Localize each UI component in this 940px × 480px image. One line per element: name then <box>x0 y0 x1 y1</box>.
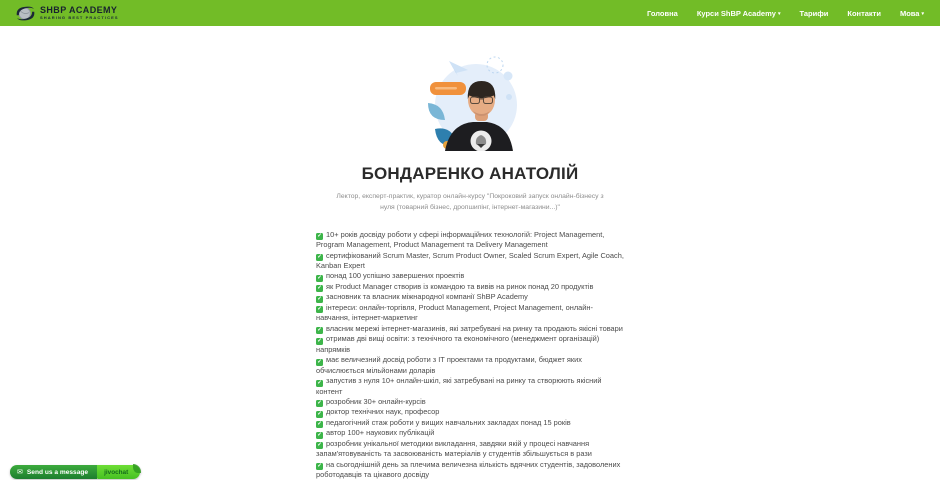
list-item <box>316 292 624 303</box>
chevron-down-icon: ▾ <box>921 10 924 17</box>
logo-text <box>40 6 119 21</box>
header <box>0 0 940 26</box>
list-item <box>316 439 624 460</box>
list-item-text: доктор технічних наук, професор <box>326 407 440 417</box>
checkmark-icon: ✓ <box>317 254 322 261</box>
list-item <box>316 334 624 355</box>
list-item <box>316 271 624 282</box>
checkmark-icon: ✓ <box>317 306 322 313</box>
nav-item-label: Головна <box>646 8 678 18</box>
chevron-down-icon: ▾ <box>777 10 781 17</box>
list-item-text: педагогічний стаж роботи у вищих навчальних закладах понад 15 років <box>326 417 571 427</box>
nav-item-label: Курси ShBP Academy <box>696 8 776 18</box>
checkmark-icon: ✓ <box>317 379 322 386</box>
chat-widget[interactable] <box>10 465 140 479</box>
chat-message-button[interactable] <box>10 465 97 479</box>
profile-photo <box>423 45 518 151</box>
logo-title: SHBP ACADEMY <box>40 4 118 15</box>
profile-section <box>316 45 624 480</box>
list-item <box>316 324 624 335</box>
checkmark-icon: ✓ <box>317 358 322 365</box>
checkmark-icon: ✓ <box>317 442 322 449</box>
page-title: БОНДАРЕНКО АНАТОЛІЙ <box>361 164 579 183</box>
chat-brand-tab[interactable] <box>97 465 140 479</box>
list-item <box>316 460 624 480</box>
list-item <box>316 251 624 272</box>
checkmark-icon: ✓ <box>317 233 322 240</box>
checkmark-icon: ✓ <box>317 463 322 470</box>
chat-message-label: Send us a message <box>26 468 89 476</box>
checkmark-icon: ✓ <box>317 327 322 334</box>
list-item <box>316 407 624 418</box>
list-item <box>316 376 624 397</box>
list-item-text: як Product Manager створив із командою та вивів на ринок понад 20 продуктів <box>326 281 594 291</box>
logo[interactable] <box>15 3 119 24</box>
list-item-text: власник мережі інтернет-магазинів, які затребувані на ринку та продають якісні товари <box>326 323 623 333</box>
profile-highlights-list <box>316 230 624 480</box>
list-item <box>316 428 624 439</box>
list-item-text: на сьогоднішній день за плечима величезна кількість вдячних студентів, задоволених роботодавців та цікавого досвіду <box>316 459 621 480</box>
logo-globe-icon <box>15 3 36 24</box>
list-item-text: автор 100+ наукових публікацій <box>326 428 435 438</box>
list-item-text: засновник та власник міжнародної компанії ShBP Academy <box>326 292 528 302</box>
envelope-icon: ✉ <box>17 468 23 476</box>
list-item-text: понад 100 успішно завершених проектів <box>326 271 465 281</box>
nav-item[interactable] <box>799 9 828 18</box>
list-item-text: має величезний досвід роботи з ІТ проектами та продуктами, бюджет яких обчислюється мільйонами доларів <box>316 355 582 375</box>
list-item-text: інтереси: онлайн-торгівля, Product Management, Project Management, онлайн-навчання, інтернет-маркетинг <box>316 302 593 323</box>
checkmark-icon: ✓ <box>317 410 322 417</box>
main-nav <box>647 9 924 18</box>
nav-item[interactable] <box>847 9 881 18</box>
checkmark-icon: ✓ <box>317 337 322 344</box>
nav-item[interactable] <box>900 9 924 18</box>
nav-item-label: Тарифи <box>799 8 829 18</box>
checkmark-icon: ✓ <box>317 274 322 281</box>
list-item <box>316 418 624 429</box>
list-item <box>316 303 624 324</box>
list-item-text: отримав дві вищі освіти: з технічного та економічного (менеджмент організацій) напрямків <box>316 334 600 354</box>
list-item-text: 10+ років досвіду роботи у сфері інформаційних технологій: Project Management, Program Management, Product Management та Delivery Management <box>316 229 605 250</box>
list-item <box>316 355 624 376</box>
profile-description: Лектор, експерт-практик, куратор онлайн-курсу "Покроковий запуск онлайн-бізнесу з нуля (товарний бізнес, дропшипінг, інтернет-магазини...)" <box>336 193 604 211</box>
nav-item[interactable] <box>647 9 678 18</box>
checkmark-icon: ✓ <box>317 285 322 292</box>
nav-item[interactable] <box>697 9 781 18</box>
checkmark-icon: ✓ <box>317 431 322 438</box>
nav-item-label: Мова <box>899 8 920 18</box>
checkmark-icon: ✓ <box>317 295 322 302</box>
list-item-text: розробник унікальної методики викладання, завдяки якій у процесі навчання запам'ятовуваність та засвоюваність матеріалів у студентів збільшується в рази <box>316 438 592 459</box>
profile-photo-illustration <box>423 45 518 151</box>
checkmark-icon: ✓ <box>317 400 322 407</box>
logo-subtitle: SHARING BEST PRACTICES <box>40 15 119 21</box>
list-item-text: сертифікований Scrum Master, Scrum Product Owner, Scaled Scrum Expert, Agile Coach, Kanban Expert <box>316 250 624 271</box>
checkmark-icon: ✓ <box>317 421 322 428</box>
list-item <box>316 230 624 251</box>
list-item-text: розробник 30+ онлайн-курсів <box>326 396 426 406</box>
nav-item-label: Контакти <box>847 8 881 18</box>
list-item <box>316 282 624 293</box>
list-item-text: запустив з нуля 10+ онлайн-шкіл, які затребувані на ринку та створюють якісний контент <box>316 376 602 396</box>
list-item <box>316 397 624 408</box>
chat-brand-label: jivochat <box>104 468 129 476</box>
